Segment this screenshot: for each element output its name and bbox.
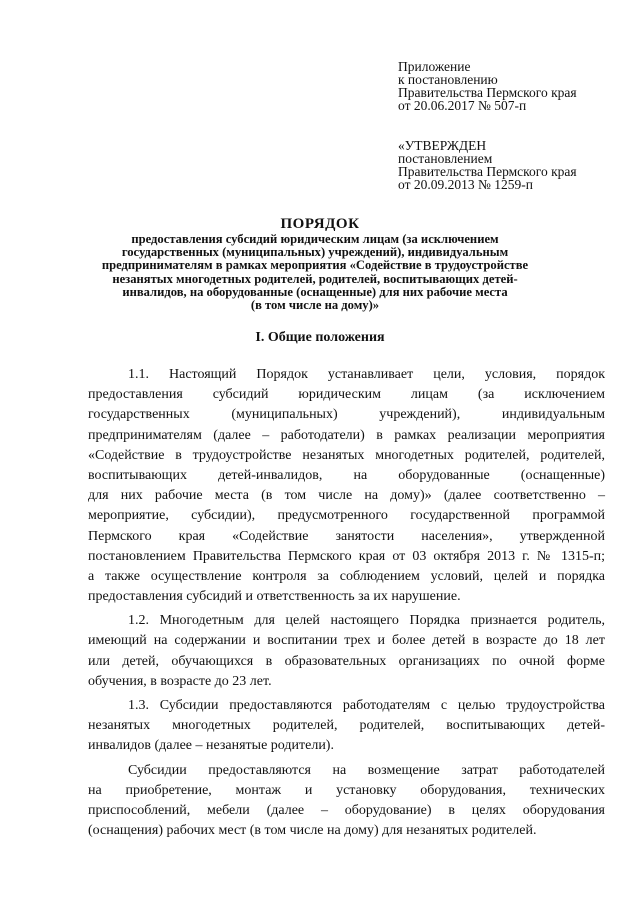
paragraph-1-2	[88, 611, 605, 692]
document-title: ПОРЯДОК	[280, 216, 360, 232]
approved-line: «УТВЕРЖДЕН	[398, 138, 487, 153]
paragraph-line: или детей, обучающихся в образовательных организациях по очной форме	[88, 653, 605, 669]
paragraph-line: имеющий на содержании и воспитании трех и более детей в возрасте до 18 лет	[88, 633, 605, 649]
paragraph-line: предоставления субсидий юридическим лицам (за исключением	[88, 387, 605, 403]
paragraph-line: приспособлений, мебели (далее – оборудование) в целях оборудования	[88, 802, 605, 818]
approved-line: Правительства Пермского края	[398, 164, 577, 179]
paragraph-line: инвалидов (далее – незанятые родители).	[88, 738, 334, 754]
subtitle-line: незанятых многодетных родителей, родителей, воспитывающих детей-	[112, 271, 518, 286]
document-subtitle	[80, 233, 550, 312]
paragraph-line: постановлением Правительства Пермского края от 03 октября 2013 г. № 1315-п;	[88, 548, 605, 564]
paragraph-line: 1.3. Субсидии предоставляются работодателям с целью трудоустройства	[128, 698, 605, 713]
paragraph-line: (оснащения) рабочих мест (в том числе на дому) для незанятых родителей.	[88, 823, 537, 839]
paragraph-line: государственных (муниципальных) учреждений), индивидуальным	[88, 407, 605, 423]
appendix-line: к постановлению	[398, 72, 498, 87]
subtitle-line: предоставления субсидий юридическим лицам (за исключением	[131, 232, 499, 246]
subtitle-line: инвалидов, на оборудованные (оснащенные) для них рабочие места	[122, 284, 508, 299]
paragraph-line: а также осуществление контроля за соблюдением условий, целей и порядка	[88, 568, 605, 584]
paragraph-line: «Содействие в трудоустройстве незанятых многодетных родителей, родителей,	[88, 447, 605, 463]
paragraph-subsidies	[88, 761, 605, 842]
subtitle-line: государственных (муниципальных) учреждений), индивидуальным	[121, 245, 509, 260]
paragraph-line: предпринимателям (далее – работодатели) в рамках реализации мероприятия	[88, 427, 605, 443]
paragraph-line: 1.1. Настоящий Порядок устанавливает цели, условия, порядок	[128, 367, 605, 382]
paragraph-line: для них рабочие места (в том числе на дому)» (далее соответственно –	[88, 488, 605, 504]
paragraph-line: предоставления субсидий и ответственность за их нарушение.	[88, 589, 461, 605]
approved-line: от 20.09.2013 № 1259-п	[398, 177, 533, 192]
section-title: I. Общие положения	[255, 330, 385, 345]
paragraph-line: мероприятие, субсидии), предусмотренного государственной программой	[88, 508, 605, 524]
paragraph-line: незанятых многодетных родителей, родителей, воспитывающих детей-	[88, 718, 605, 734]
paragraph-line: обучения, в возрасте до 23 лет.	[88, 673, 272, 689]
appendix-line: Правительства Пермского края	[398, 85, 577, 100]
appendix-block	[398, 60, 628, 112]
subtitle-line: предпринимателям в рамках мероприятия «Содействие в трудоустройстве	[101, 258, 529, 273]
paragraph-line: Субсидии предоставляются на возмещение затрат работодателей	[128, 762, 605, 778]
appendix-line: Приложение	[398, 59, 471, 74]
paragraph-line: 1.2. Многодетным для целей настоящего Порядка признается родитель,	[128, 613, 605, 629]
paragraph-1-3	[88, 696, 605, 757]
document-body	[88, 365, 605, 841]
subtitle-line: (в том числе на дому)»	[250, 298, 380, 313]
approved-block	[398, 139, 628, 191]
approved-line: постановлением	[398, 151, 493, 166]
paragraph-line: на приобретение, монтаж и установку оборудования, технических	[88, 782, 605, 798]
paragraph-line: Пермского края «Содействие занятости населения», утвержденной	[88, 528, 605, 544]
paragraph-1-1	[88, 365, 605, 607]
appendix-line: от 20.06.2017 № 507-п	[398, 98, 527, 113]
paragraph-line: воспитывающих детей-инвалидов, на оборудованные (оснащенные)	[88, 467, 605, 483]
